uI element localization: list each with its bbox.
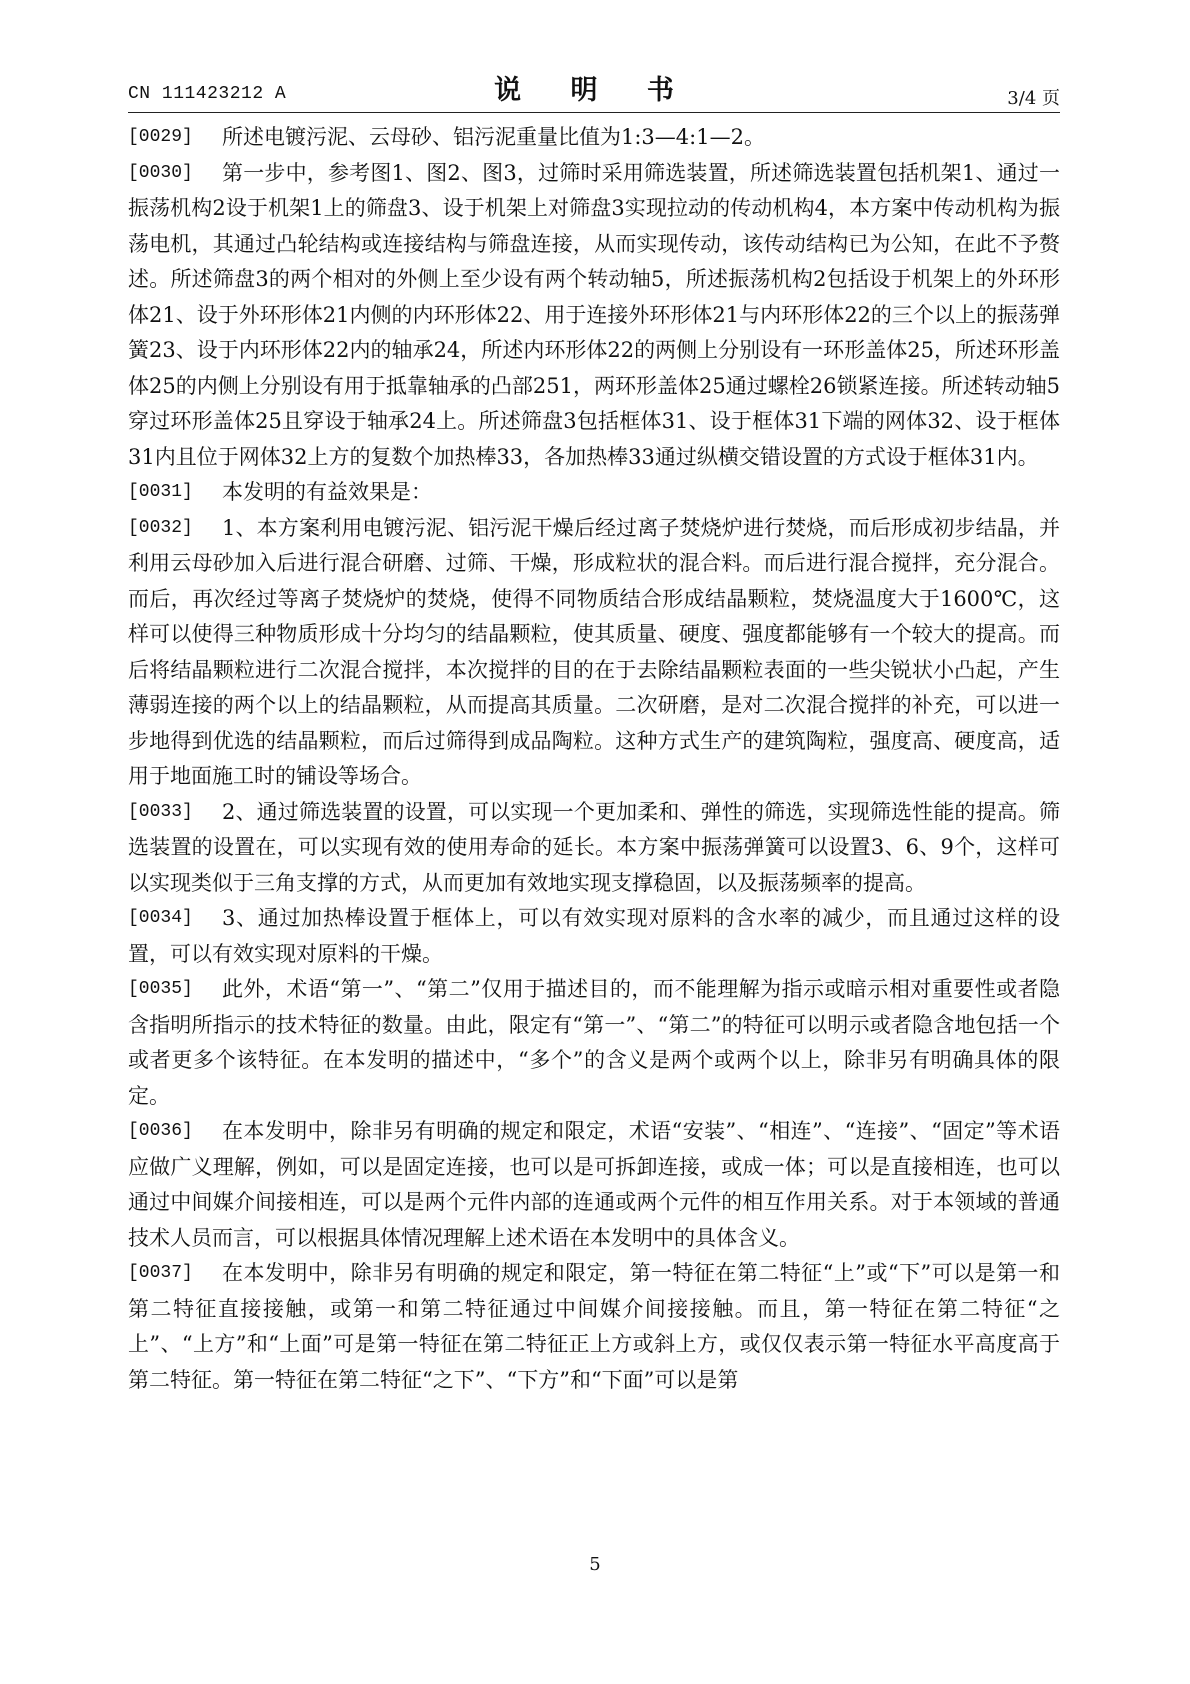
- paragraph-0037: [128, 1256, 1060, 1398]
- paragraph-0034: [128, 901, 1060, 972]
- paragraph-number: [0031]: [128, 482, 193, 502]
- patent-number: CN 111423212 A: [128, 84, 287, 104]
- paragraph-text: 在本发明中，除非另有明确的规定和限定，第一特征在第二特征“上”或“下”可以是第一和第二特征直接接触，或第一和第二特征通过中间媒介间接接触。而且，第一特征在第二特征“之上”、“上方”和“上面”可是第一特征在第二特征正上方或斜上方，或仅仅表示第一特征水平高度高于第二特征。第一特征在第二特征“之下”、“下方”和“下面”可以是第: [128, 1261, 1060, 1392]
- paragraph-text: 所述电镀污泥、云母砂、铝污泥重量比值为1:3—4:1—2。: [222, 125, 765, 149]
- paragraph-0031: [128, 475, 1060, 511]
- paragraph-number: [0036]: [128, 1121, 193, 1141]
- paragraph-0030: [128, 156, 1060, 476]
- paragraph-number: [0035]: [128, 979, 193, 999]
- paragraph-number: [0030]: [128, 162, 193, 183]
- paragraph-number: [0033]: [128, 801, 193, 822]
- page-number: 5: [589, 1554, 601, 1575]
- paragraph-text: 本发明的有益效果是：: [222, 480, 432, 504]
- paragraph-text: 2、通过筛选装置的设置，可以实现一个更加柔和、弹性的筛选，实现筛选性能的提高。筛选装置的设置在，可以实现有效的使用寿命的延长。本方案中振荡弹簧可以设置3、6、9个，这样可以实现类似于三角支撑的方式，从而更加有效地实现支撑稳固，以及振荡频率的提高。: [128, 799, 1060, 895]
- document-title: 说 明 书: [494, 75, 694, 106]
- paragraph-text: 1、本方案利用电镀污泥、铝污泥干燥后经过离子焚烧炉进行焚烧，而后形成初步结晶，并利用云母砂加入后进行混合研磨、过筛、干燥，形成粒状的混合料。而后进行混合搅拌，充分混合。而后，再次经过等离子焚烧炉的焚烧，使得不同物质结合形成结晶颗粒，焚烧温度大于1600℃，这样可以使得三种物质形成十分均匀的结晶颗粒，使其质量、硬度、强度都能够有一个较大的提高。而后将结晶颗粒进行二次混合搅拌，本次搅拌的目的在于去除结晶颗粒表面的一些尖锐状小凸起，产生薄弱连接的两个以上的结晶颗粒，从而提高其质量。二次研磨，是对二次混合搅拌的补充，可以进一步地得到优选的结晶颗粒，而后过筛得到成品陶粒。这种方式生产的建筑陶粒，强度高、硬度高，适用于地面施工时的铺设等场合。: [128, 515, 1060, 788]
- header-rule: [128, 112, 1060, 113]
- paragraph-0029: [128, 120, 1060, 156]
- paragraph-text: 在本发明中，除非另有明确的规定和限定，术语“安装”、“相连”、“连接”、“固定”等术语应做广义理解，例如，可以是固定连接，也可以是可拆卸连接，或成一体；可以是直接相连，也可以通过中间媒介间接相连，可以是两个元件内部的连通或两个元件的相互作用关系。对于本领域的普通技术人员而言，可以根据具体情况理解上述术语在本发明中的具体含义。: [128, 1119, 1060, 1250]
- paragraph-number: [0032]: [128, 517, 193, 538]
- paragraph-text: 第一步中，参考图1、图2、图3，过筛时采用筛选装置，所述筛选装置包括机架1、通过一振荡机构2设于机架1上的筛盘3、设于机架上对筛盘3实现拉动的传动机构4，本方案中传动机构为振荡电机，其通过凸轮结构或连接结构与筛盘连接，从而实现传动，该传动结构已为公知，在此不予赘述。所述筛盘3的两个相对的外侧上至少设有两个转动轴5，所述振荡机构2包括设于机架上的外环形体21、设于外环形体21内侧的内环形体22、用于连接外环形体21与内环形体22的三个以上的振荡弹簧23、设于内环形体22内的轴承24，所述内环形体22的两侧上分别设有一环形盖体25，所述环形盖体25的内侧上分别设有用于抵靠轴承的凸部251，两环形盖体25通过螺栓26锁紧连接。所述转动轴5穿过环形盖体25且穿设于轴承24上。所述筛盘3包括框体31、设于框体31下端的网体32、设于框体31内且位于网体32上方的复数个加热棒33，各加热棒33通过纵横交错设置的方式设于框体31内。: [128, 160, 1060, 469]
- paragraph-number: [0034]: [128, 908, 193, 928]
- paragraph-0036: [128, 1114, 1060, 1256]
- paragraph-0032: [128, 511, 1060, 795]
- paragraph-text: 3、通过加热棒设置于框体上，可以有效实现对原料的含水率的减少，而且通过这样的设置，可以有效实现对原料的干燥。: [128, 906, 1060, 966]
- paragraph-number: [0037]: [128, 1263, 193, 1283]
- paragraph-text: 此外，术语“第一”、“第二”仅用于描述目的，而不能理解为指示或暗示相对重要性或者隐含指明所指示的技术特征的数量。由此，限定有“第一”、“第二”的特征可以明示或者隐含地包括一个或者更多个该特征。在本发明的描述中，“多个”的含义是两个或两个以上，除非另有明确具体的限定。: [128, 977, 1060, 1108]
- document-body: [128, 120, 1060, 1398]
- paragraph-0035: [128, 972, 1060, 1114]
- paragraph-number: [0029]: [128, 127, 193, 147]
- page-header: [128, 62, 1060, 110]
- paragraph-0033: [128, 795, 1060, 902]
- page-count: 3/4 页: [1007, 88, 1060, 109]
